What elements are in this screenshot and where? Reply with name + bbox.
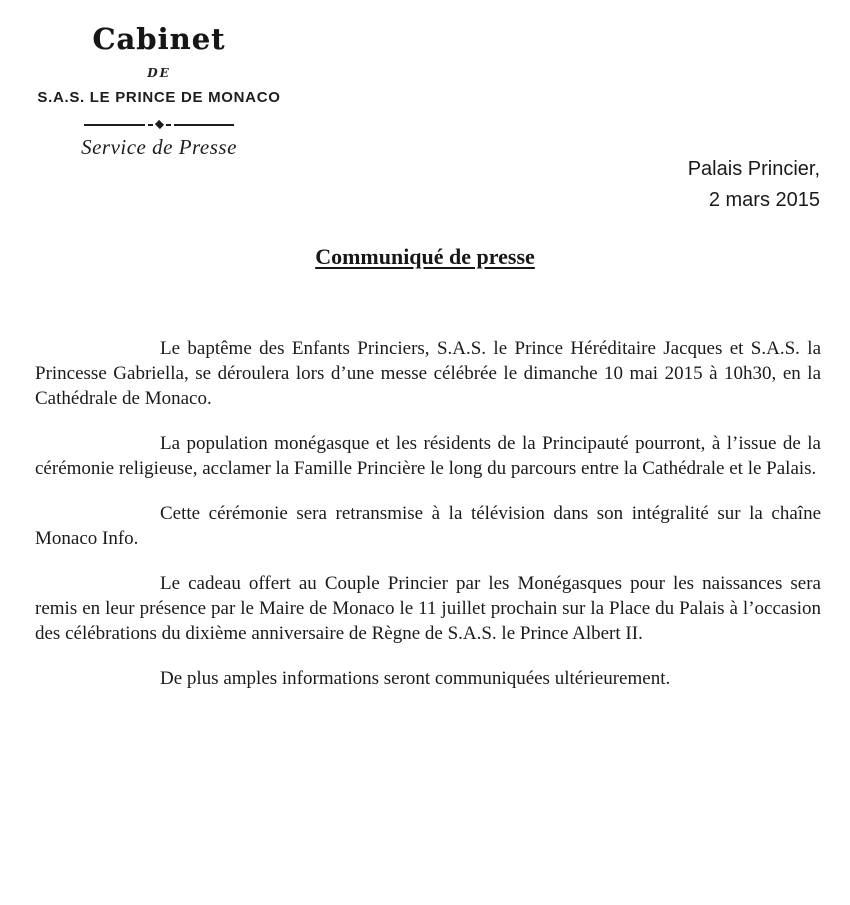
divider-dash-right (166, 124, 171, 126)
letterhead-service-de-presse: Service de Presse (81, 135, 237, 159)
paragraph-gift-monegasques: Le cadeau offert au Couple Princier par les Monégasques pour les naissances sera remis en leur présence par le Maire de Monaco le 11 juillet prochain sur la Place du Palais à l’occasion des célébrations du dixième anniversaire de Règne de S.A.S. le Prince Albert II. (35, 573, 826, 644)
divider-rule-left (84, 124, 145, 126)
letterhead (30, 22, 288, 160)
document-title (0, 244, 850, 270)
dateline (688, 154, 820, 216)
document-title-text: Communiqué de presse (315, 244, 535, 269)
dateline-date: 2 mars 2015 (708, 189, 820, 211)
paragraph-baptism-announcement: Le baptême des Enfants Princiers, S.A.S. le Prince Héréditaire Jacques et S.A.S. la Princesse Gabriella, se déroulera lors d’une messe célébrée le dimanche 10 mai 2015 à 10h30, en la Cathédrale de Monaco. (35, 338, 826, 409)
dateline-place: Palais Princier, (687, 158, 820, 180)
diamond-ornament-icon (154, 120, 163, 129)
paragraph-population-acclaim: La population monégasque et les résidents de la Principauté pourront, à l’issue de la cérémonie religieuse, acclamer la Famille Princière le long du parcours entre la Cathédrale et le Palais. (35, 433, 826, 479)
document-body (35, 336, 831, 711)
paragraph-further-information: De plus amples informations seront communiquées ultérieurement. (160, 668, 671, 689)
divider-dash-left (148, 124, 153, 126)
letterhead-cabinet: Cabinet (92, 22, 226, 56)
letterhead-prince-of-monaco: S.A.S. LE PRINCE DE MONACO (37, 89, 281, 106)
paragraph-tv-broadcast: Cette cérémonie sera retransmise à la télévision dans son intégralité sur la chaîne Monaco Info. (35, 503, 831, 549)
letterhead-de: DE (147, 66, 171, 80)
letterhead-divider (84, 121, 234, 128)
divider-rule-right (174, 124, 235, 126)
